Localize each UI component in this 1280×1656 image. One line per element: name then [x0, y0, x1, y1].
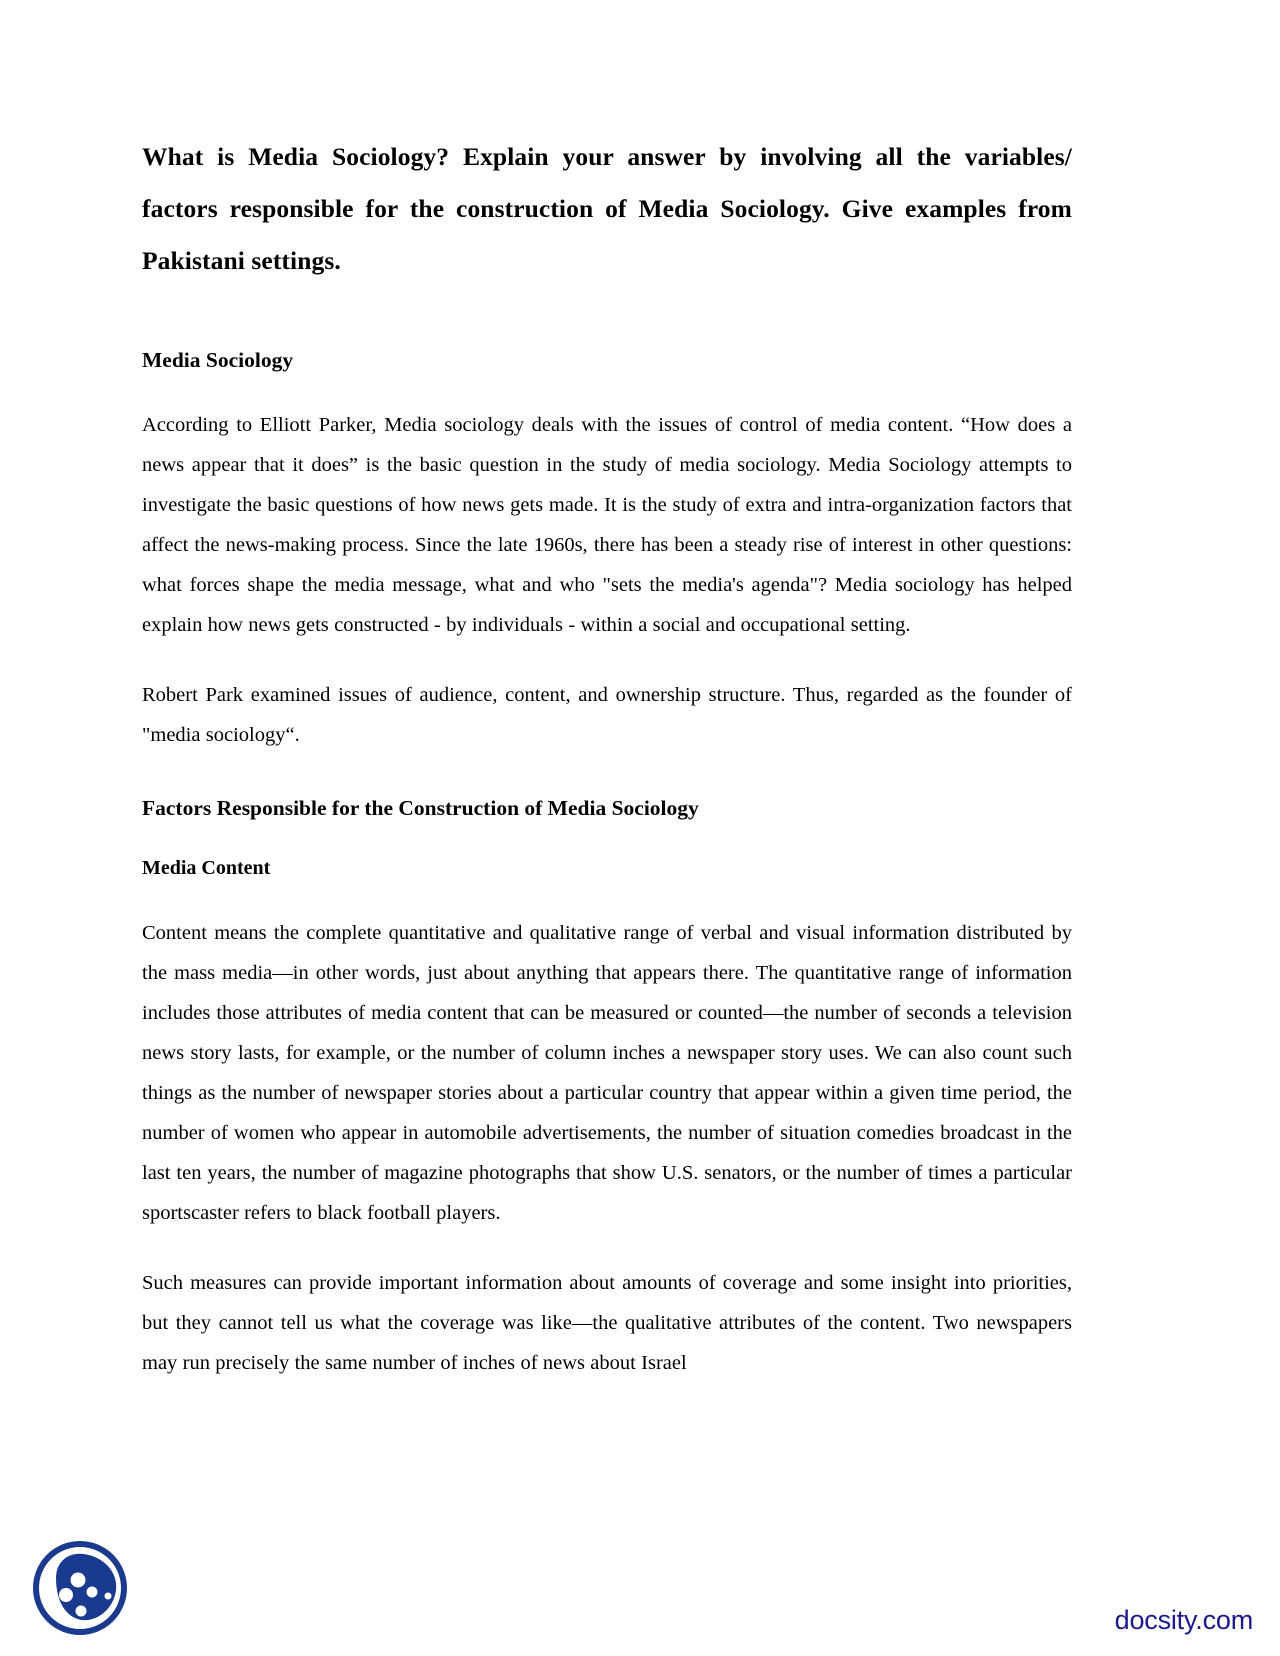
spacer: [142, 823, 1072, 853]
document-content: [142, 131, 1072, 1383]
spacer: [142, 755, 1072, 793]
paragraph-media-content: Content means the complete quantitative and qualitative range of verbal and visual information distributed by the mass media—in other words, just about anything that appears there. The quantitative range of information includes those attributes of media content that can be measured or counted—the number of seconds a television news story lasts, for example, or the number of column inches a newspaper story uses. We can also count such things as the number of newspaper stories about a particular country that appear within a given time period, the number of women who appear in automobile advertisements, the number of situation comedies broadcast in the last ten years, the number of magazine photographs that show U.S. senators, or the number of times a particular sportscaster refers to black football players.: [142, 922, 1072, 1224]
heading-media-sociology: Media Sociology: [142, 348, 294, 372]
heading-factors-responsible: Factors Responsible for the Construction of Media Sociology: [142, 796, 699, 820]
docsity-logo[interactable]: [26, 1532, 134, 1640]
spacer: [142, 375, 1072, 405]
title-spacer: [142, 287, 1072, 345]
paragraph-such-measures: Such measures can provide important information about amounts of coverage and some insight into priorities, but they cannot tell us what the coverage was like—the qualitative attributes of the content. Two newspapers may run precisely the same number of inches of news about Israel: [142, 1272, 1072, 1374]
paragraph-media-sociology-definition: According to Elliott Parker, Media sociology deals with the issues of control of media content. “How does a news appear that it does” is the basic question in the study of media sociology. Media Sociology attempts to investigate the basic questions of how news gets made. It is the study of extra and intra-organization factors that affect the news-making process. Since the late 1960s, there has been a steady rise of interest in other questions: what forces shape the media message, what and who "sets the media's agenda"? Media sociology has helped explain how news gets constructed - by individuals - within a social and occupational setting.: [142, 414, 1072, 636]
spacer: [142, 883, 1072, 913]
paragraph-robert-park: Robert Park examined issues of audience, content, and ownership structure. Thus, regarded as the founder of "media sociology“.: [142, 684, 1072, 746]
page-title: What is Media Sociology? Explain your answer by involving all the variables/ factors responsible for the construction of Media Sociology. Give examples from Pakistani settings.: [142, 142, 1072, 275]
heading-media-content: Media Content: [142, 857, 271, 879]
spacer: [142, 645, 1072, 675]
site-url-label[interactable]: docsity.com: [1114, 1605, 1253, 1635]
spacer: [142, 1233, 1072, 1263]
